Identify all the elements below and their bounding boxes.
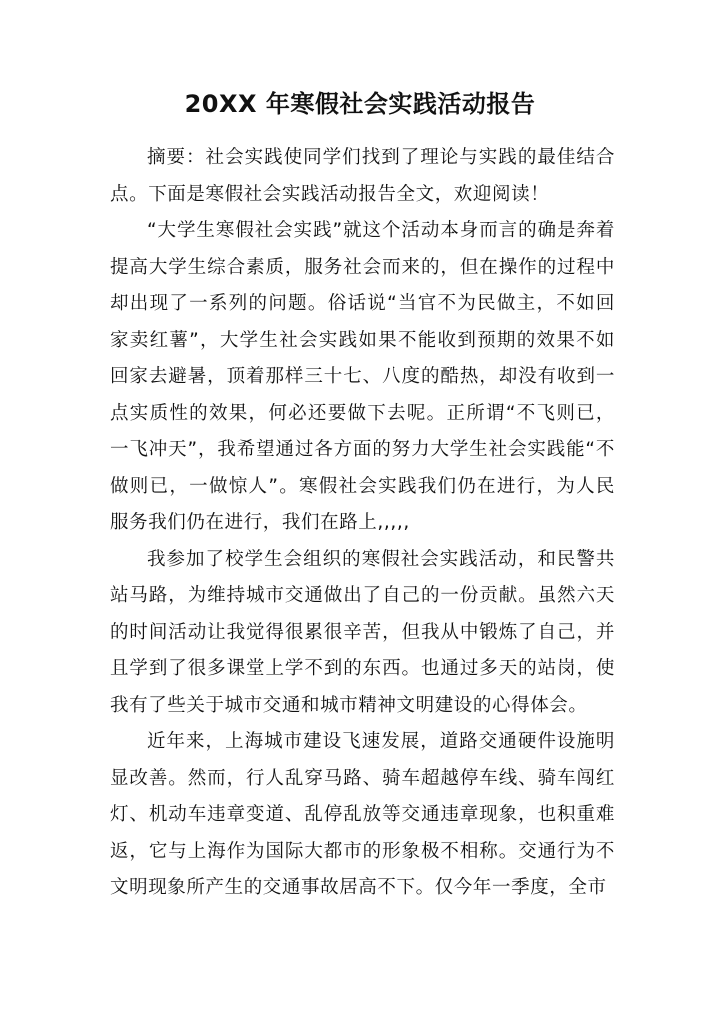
- document-title: 20XX 年寒假社会实践活动报告: [184, 90, 536, 118]
- paragraph-abstract: 摘要：社会实践使同学们找到了理论与实践的最佳结合点。下面是寒假社会实践活动报告全文，欢迎阅读！: [110, 147, 615, 205]
- paragraph-participation: 我参加了校学生会组织的寒假社会实践活动，和民警共站马路，为维持城市交通做出了自己的一份贡献。虽然六天的时间活动让我觉得很累很辛苦，但我从中锻炼了自己，并且学到了很多课堂上学不到的东西。也通过多天的站岗，使我有了些关于城市交通和城市精神文明建设的心得体会。: [110, 548, 615, 716]
- paragraph-traffic: 近年来，上海城市建设飞速发展，道路交通硬件设施明显改善。然而，行人乱穿马路、骑车超越停车线、骑车闯红灯、机动车违章变道、乱停乱放等交通违章现象，也积重难返，它与上海作为国际大都市的形象极不相称。交通行为不文明现象所产生的交通事故居高不下。仅今年一季度，全市: [110, 731, 615, 898]
- document-body: [110, 140, 615, 907]
- paragraph-intro: “大学生寒假社会实践”就这个活动本身而言的确是奔着提高大学生综合素质，服务社会而来的，但在操作的过程中却出现了一系列的问题。俗话说“当官不为民做主，不如回家卖红薯”，大学生社会实践如果不能收到预期的效果不如回家去避暑，顶着那样三十七、八度的酷热，却没有收到一点实质性的效果，何必还要做下去呢。正所谓“不飞则已，一飞冲天”，我希望通过各方面的努力大学生社会实践能“不做则已，一做惊人”。寒假社会实践我们仍在进行，为人民服务我们仍在进行，我们在路上,,,,,: [110, 220, 615, 533]
